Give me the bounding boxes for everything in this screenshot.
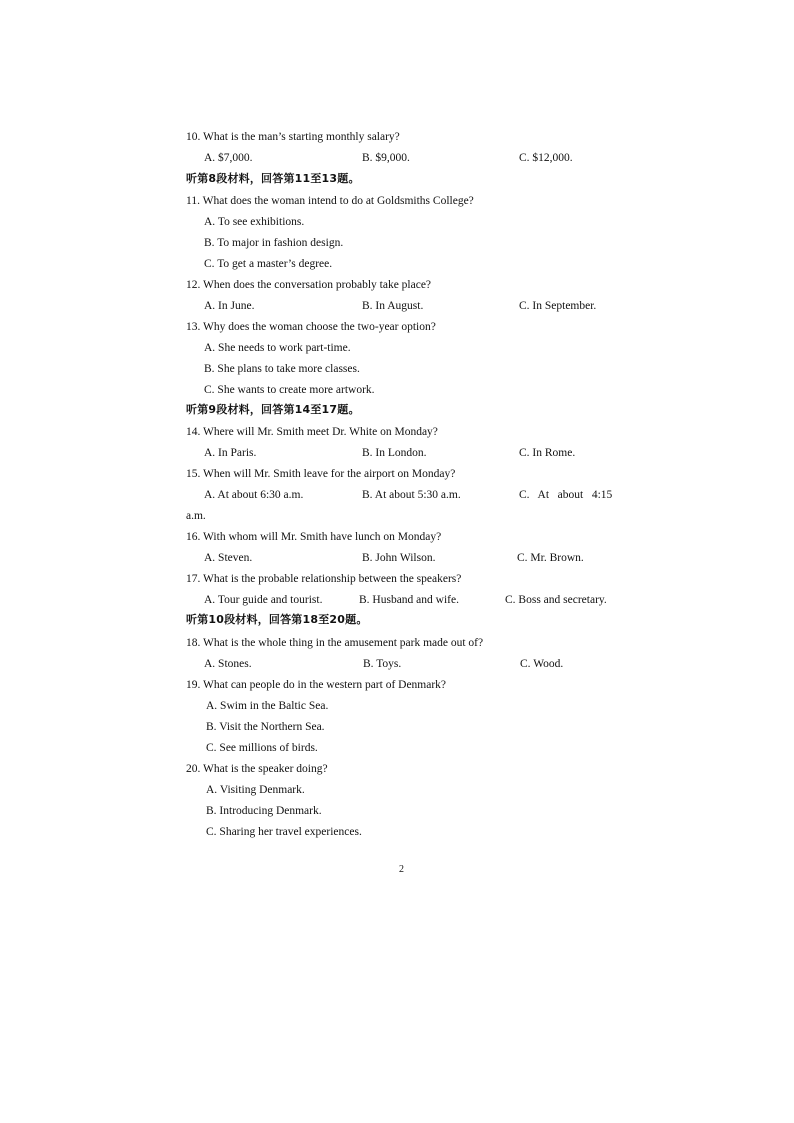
question-14-option-c: C. In Rome. (519, 447, 576, 459)
question-11-option-c: C. To get a master’s degree. (204, 258, 333, 270)
question-18-stem: 18. What is the whole thing in the amusement park made out of? (186, 637, 484, 649)
question-18-option-a: A. Stones. (204, 658, 252, 670)
question-20-option-b: B. Introducing Denmark. (206, 805, 322, 817)
section-9-instruction: 听第9段材料，回答第14至17题。 (186, 403, 360, 416)
question-13-option-c: C. She wants to create more artwork. (204, 384, 375, 396)
question-16-option-a: A. Steven. (204, 552, 253, 564)
question-20-stem: 20. What is the speaker doing? (186, 763, 328, 775)
question-10-option-a: A. $7,000. (204, 152, 253, 164)
question-11-stem: 11. What does the woman intend to do at Goldsmiths College? (186, 195, 474, 207)
question-12-stem: 12. When does the conversation probably take place? (186, 279, 432, 291)
question-16-option-b: B. John Wilson. (362, 552, 436, 564)
question-15-option-b: B. At about 5:30 a.m. (362, 489, 461, 501)
section-10-instruction: 听第10段材料，回答第18至20题。 (186, 613, 368, 626)
question-15-option-c-continued: a.m. (186, 510, 206, 522)
question-14-stem: 14. Where will Mr. Smith meet Dr. White on Monday? (186, 426, 438, 438)
question-13-stem: 13. Why does the woman choose the two-year option? (186, 321, 436, 333)
question-10-option-b: B. $9,000. (362, 152, 410, 164)
section-8-instruction: 听第8段材料，回答第11至13题。 (186, 172, 360, 185)
question-11-option-b: B. To major in fashion design. (204, 237, 344, 249)
question-19-stem: 19. What can people do in the western part of Denmark? (186, 679, 447, 691)
question-20-option-c: C. Sharing her travel experiences. (206, 826, 362, 838)
question-12-option-c: C. In September. (519, 300, 597, 312)
question-19-option-b: B. Visit the Northern Sea. (206, 721, 325, 733)
question-19-option-c: C. See millions of birds. (206, 742, 318, 754)
question-14-option-a: A. In Paris. (204, 447, 257, 459)
question-18-option-c: C. Wood. (520, 658, 564, 670)
question-17-option-a: A. Tour guide and tourist. (204, 594, 323, 606)
question-10-stem: 10. What is the man’s starting monthly salary? (186, 131, 400, 143)
question-10-option-c: C. $12,000. (519, 152, 573, 164)
page-number: 2 (399, 864, 404, 875)
question-11-option-a: A. To see exhibitions. (204, 216, 305, 228)
question-13-option-a: A. She needs to work part-time. (204, 342, 351, 354)
question-17-option-b: B. Husband and wife. (359, 594, 459, 606)
question-17-option-c: C. Boss and secretary. (505, 594, 607, 606)
question-12-option-a: A. In June. (204, 300, 255, 312)
question-19-option-a: A. Swim in the Baltic Sea. (206, 700, 329, 712)
question-16-stem: 16. With whom will Mr. Smith have lunch on Monday? (186, 531, 442, 543)
question-17-stem: 17. What is the probable relationship between the speakers? (186, 573, 462, 585)
question-15-option-c: C. At about 4:15 (519, 489, 613, 501)
question-20-option-a: A. Visiting Denmark. (206, 784, 305, 796)
question-13-option-b: B. She plans to take more classes. (204, 363, 360, 375)
question-12-option-b: B. In August. (362, 300, 424, 312)
question-15-option-a: A. At about 6:30 a.m. (204, 489, 304, 501)
question-14-option-b: B. In London. (362, 447, 427, 459)
question-18-option-b: B. Toys. (363, 658, 402, 670)
question-15-stem: 15. When will Mr. Smith leave for the airport on Monday? (186, 468, 456, 480)
question-16-option-c: C. Mr. Brown. (517, 552, 584, 564)
